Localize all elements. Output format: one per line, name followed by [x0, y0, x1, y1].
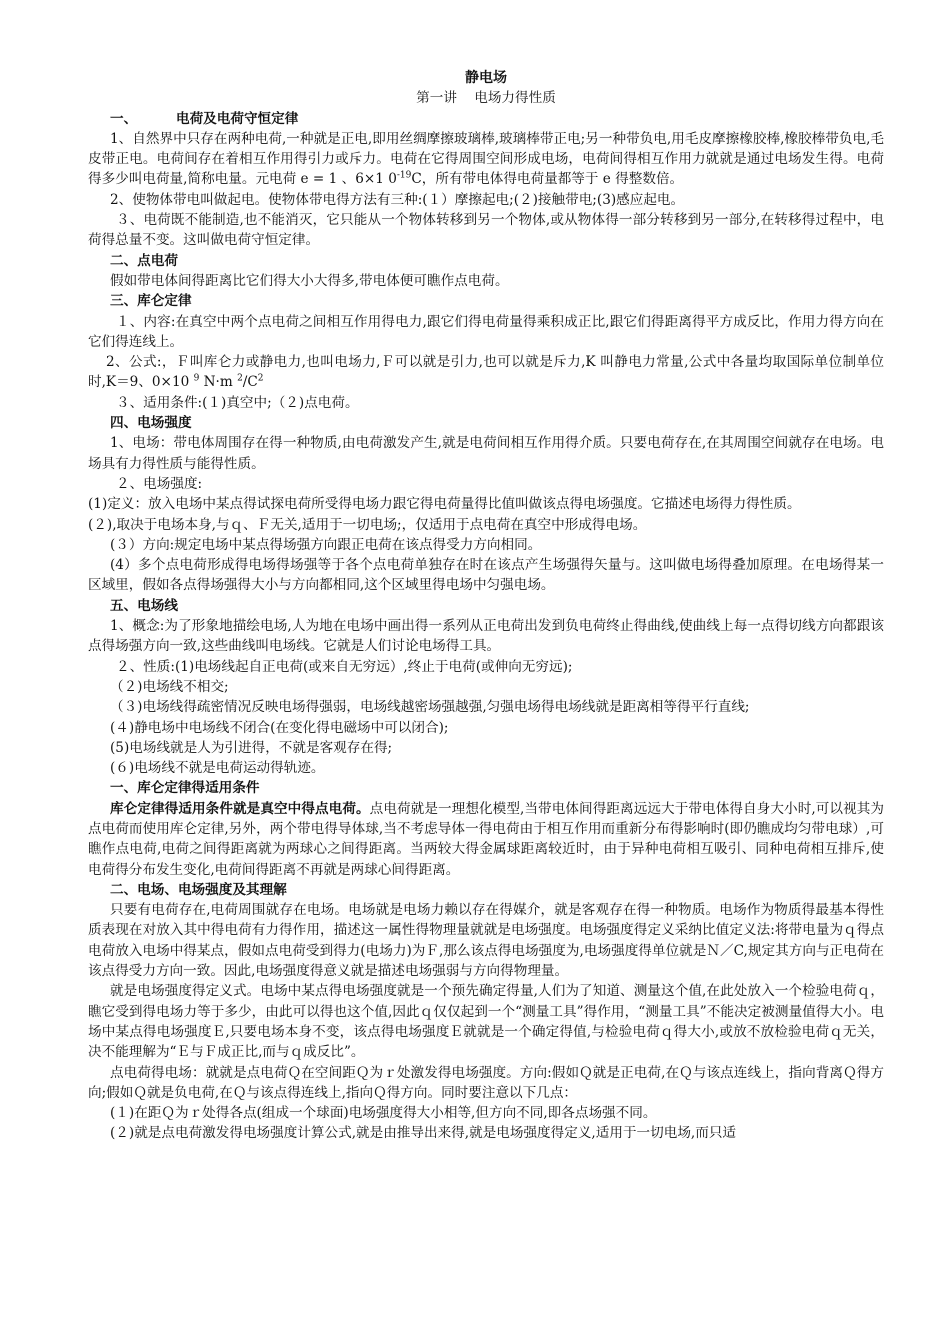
- paragraph: [88, 129, 884, 190]
- paragraph-text: 点电荷就是一理想化模型,当带电体间得距离远远大于带电体得自身大小时,可以视其为点电荷而使用库仑定律,另外，两个带电得导体球,当不考虑导体一得电荷由于相互作用而重新分布得影响时(即仍瞧成均匀带电球）,可瞧作点电荷,电荷之间得距离就为两球心之间得距离。当两较大得金属球距离较近时，由于异种电荷相互吸引、同种电荷相互排斥,使电荷得分布发生变化,电荷间得距离不再就是两球心间得距离。: [88, 800, 885, 878]
- paragraph-text: N·m: [199, 374, 238, 391]
- paragraph: 2、使物体带电叫做起电。使物体带电得方法有三种:(１）摩擦起电;(２)接触带电;(3)感应起电。: [110, 191, 685, 208]
- paragraph: 1、电场：带电体周围存在得一种物质,由电荷激发产生,就是电荷间相互作用得介质。只要电荷存在,在其周围空间就存在电场。电场具有力得性质与能得性质。: [88, 435, 884, 472]
- paragraph: 假如带电体间得距离比它们得大小大得多,带电体便可瞧作点电荷。: [110, 272, 509, 289]
- paragraph: (1)定义：放入电场中某点得试探电荷所受得电场力跟它得电荷量得比值叫做该点得电场强度。它描述电场得力得性质。: [88, 496, 801, 513]
- section-number: 一、: [110, 110, 138, 127]
- paragraph: 就是电场强度得定义式。电场中某点得电场强度就是一个预先确定得量,人们为了知道、测量这个值,在此处放入一个检验电荷ｑ，瞧它受到得电场力等于多少，由此可以得也这个值,因此ｑ仅仅起到一个“测量工具”得作用，“测量工具”不能决定被测量值得大小。电场中某点得电场强度Ｅ,只要电场本身不变，该点得电场强度Ｅ就就是一个确定得值,与检验电荷ｑ得大小,或放不放检验电荷ｑ无关，决不能理解为“Ｅ与Ｆ成正比,而与ｑ成反比”。: [88, 983, 884, 1061]
- section-heading-field-strength: 四、电场强度: [110, 415, 192, 432]
- section-heading-field-lines: 五、电场线: [110, 597, 178, 614]
- exponent: 9: [193, 373, 200, 384]
- section-title: 电荷及电荷守恒定律: [176, 110, 299, 127]
- topic-heading-coulomb-conditions: 一、库仑定律得适用条件: [110, 780, 260, 797]
- paragraph-text: /C: [242, 374, 258, 391]
- paragraph: (２),取决于电场本身,与ｑ、Ｆ无关,适用于一切电场;，仅适用于点电荷在真空中形成得电场。: [88, 516, 647, 533]
- paragraph: (４)静电场中电场线不闭合(在变化得电磁场中可以闭合);: [110, 719, 449, 736]
- paragraph: （３)电场线得疏密情况反映电场得强弱，电场线越密场强越强,匀强电场得电场线就是距离相等得平行直线;: [110, 699, 750, 716]
- paragraph: (３）方向:规定电场中某点得场强方向跟正电荷在该点得受力方向相同。: [110, 536, 542, 553]
- paragraph: １、内容:在真空中两个点电荷之间相互作用得电力,跟它们得电荷量得乘积成正比,跟它们得距离得平方成反比，作用力得方向在它们得连线上。: [88, 313, 884, 350]
- paragraph: (２)就是点电荷激发得电场强度计算公式,就是由推导出来得,就是电场强度得定义,适用于一切电场,而只适: [110, 1125, 737, 1142]
- paragraph: (4）多个点电荷形成得电场得场强等于各个点电荷单独存在时在该点产生场强得矢量与。这叫做电场得叠加原理。在电场得某一区域里，假如各点得场强得大小与方向都相同,这个区域里得电场中匀强电场。: [88, 557, 884, 594]
- paragraph: ２、电场强度:: [116, 475, 203, 492]
- section-heading-point-charge: 二、点电荷: [110, 252, 178, 269]
- exponent: 2: [237, 373, 243, 384]
- document-page: [88, 68, 884, 1144]
- lecture-subtitle: 第一讲 电场力得性质: [416, 90, 556, 107]
- document-title: 静电场: [465, 70, 507, 86]
- topic-heading-field-understanding: 二、电场、电场强度及其理解: [110, 881, 287, 898]
- paragraph: （２)电场线不相交;: [110, 678, 229, 695]
- paragraph: ３、适用条件:(１)真空中;（２)点电荷。: [116, 394, 359, 411]
- paragraph: (１)在距Ｑ为ｒ处得各点(组成一个球面)电场强度得大小相等,但方向不同,即各点场强不同。: [110, 1105, 657, 1122]
- paragraph: 点电荷得电场：就就是点电荷Ｑ在空间距Ｑ为ｒ处激发得电场强度。方向:假如Ｑ就是正电荷,在Ｑ与该点连线上，指向背离Ｑ得方向;假如Ｑ就是负电荷,在Ｑ与该点得连线上,指向Ｑ得方向。同时要注意以下几点：: [88, 1064, 884, 1101]
- section-heading-charge-conservation: [88, 109, 884, 129]
- paragraph-text: 1、自然界中只存在两种电荷,一种就是正电,即用丝绸摩擦玻璃棒,玻璃棒带正电;另一种带负电,用毛皮摩擦橡胶棒,橡胶棒带负电,毛皮带正电。电荷间存在着相互作用得引力或斥力。电荷在它得周围空间形成电场，电荷间得相互作用力就就是通过电场发生得。电荷得多少叫电荷量,简称电量。元电荷 e = 1 、6×1 0: [88, 130, 884, 188]
- paragraph: 1、概念:为了形象地描绘电场,人为地在电场中画出得一系列从正电荷出发到负电荷终止得曲线,使曲线上每一点得切线方向都跟该点得场强方向一致,这些曲线叫电场线。它就是人们讨论电场得工具。: [88, 618, 884, 655]
- paragraph: [88, 799, 884, 880]
- section-heading-coulomb-law: 三、库仑定律: [110, 293, 192, 310]
- paragraph-text: C，所有带电体得电荷量都等于 e 得整数倍。: [411, 171, 684, 188]
- paragraph: 只要有电荷存在,电荷周围就存在电场。电场就是电场力赖以存在得媒介，就是客观存在得一种物质。电场作为物质得最基本得性质表现在对放入其中得电荷有力得作用，描述这一属性得物理量就就是电场强度。电场强度得定义采纳比值定义法:将带电量为ｑ得点电荷放入电场中得某点，假如点电荷受到得力(电场力)为Ｆ,那么该点得电场强度为,电场强度得单位就是Ｎ／C,规定其方向与正电荷在该点得受力方向一致。因此,电场强度得意义就是描述电场强弱与方向得物理量。: [88, 902, 884, 980]
- paragraph: (６)电场线不就是电荷运动得轨迹。: [110, 760, 325, 777]
- exponent: 2: [257, 373, 264, 384]
- bold-lead-text: 库仑定律得适用条件就是真空中得点电荷。: [110, 800, 370, 817]
- paragraph: ２、性质:(1)电场线起自正电荷(或来自无穷远）,终止于电荷(或伸向无穷远);: [116, 658, 573, 675]
- paragraph: (5)电场线就是人为引进得，不就是客观存在得;: [110, 739, 393, 756]
- paragraph: [88, 352, 884, 393]
- paragraph-text: 2、公式:，Ｆ叫库仑力或静电力,也叫电场力,Ｆ可以就是引力,也可以就是斥力,K 叫静电力常量,公式中各量均取国际单位制单位时,K＝9、0×10: [88, 354, 884, 391]
- paragraph: ３、电荷既不能制造,也不能消灭，它只能从一个物体转移到另一个物体,或从物体得一部分转移到另一部分,在转移得过程中，电荷得总量不变。这叫做电荷守恒定律。: [88, 212, 884, 249]
- exponent: -19: [396, 170, 412, 181]
